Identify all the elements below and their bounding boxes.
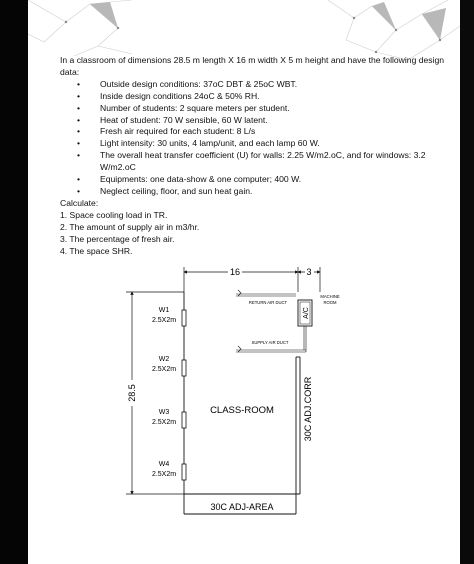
machine-room-label: MACHINE: [320, 294, 340, 299]
problem-statement: [60, 55, 450, 257]
list-item: 1. Space cooling load in TR.: [60, 209, 168, 220]
list-item: • Inside design conditions 24oC & 50% RH.: [90, 91, 450, 103]
room-walls: [184, 292, 300, 514]
window-size-label: 2.5X2m: [151, 471, 177, 478]
window-size-label: 2.5X2m: [151, 366, 177, 373]
window-label: W1: [158, 307, 170, 314]
window-label: W2: [158, 356, 170, 363]
list-item: 4. The space SHR.: [60, 245, 133, 256]
list-item: • Fresh air required for each student: 8 L/s: [90, 126, 450, 138]
width-dimension: [184, 267, 320, 292]
window-size-label: 2.5X2m: [151, 317, 177, 324]
length-dimension-label: 28.5: [127, 384, 137, 402]
list-item: • Light intensity: 30 units, 4 lamp/unit, and each lamp 60 W.: [90, 138, 450, 150]
left-dark-border: [0, 0, 28, 564]
list-item: 2. The amount of supply air in m3/hr.: [60, 221, 200, 232]
list-item: 3. The percentage of fresh air.: [60, 233, 175, 244]
list-item: • Outside design conditions: 37oC DBT & 25oC WBT.: [90, 79, 450, 91]
right-dark-border: [460, 0, 474, 564]
return-duct-label: RETURN AIR DUCT: [248, 300, 288, 305]
supply-duct-label: SUPPLY AIR DUCT: [251, 340, 289, 345]
list-item: • Number of students: 2 square meters per student.: [90, 103, 450, 115]
calculate-label: Calculate:: [60, 197, 99, 208]
window-size-label: 2.5X2m: [151, 419, 177, 426]
list-item: • Equipments: one data-show & one computer; 400 W.: [90, 174, 450, 186]
list-item: • Heat of student: 70 W sensible, 60 W latent.: [90, 115, 450, 127]
window-label: W4: [158, 461, 170, 468]
classroom-floor-plan: [120, 262, 350, 522]
list-item: • Neglect ceiling, floor, and sun heat gain.: [90, 186, 450, 198]
tasks-list: [60, 210, 450, 258]
machine-dimension-label: 3: [306, 267, 312, 277]
corridor-label: 30C ADJ.CORR: [303, 376, 313, 442]
adjacent-area-label: 30C ADJ-AREA: [210, 502, 274, 512]
intro-text: In a classroom of dimensions 28.5 m length X 16 m width X 5 m height and have the following design data:: [60, 55, 445, 77]
design-conditions-list: [60, 79, 450, 198]
width-dimension-label: 16: [229, 267, 241, 277]
ac-unit-label: A/C: [303, 307, 310, 319]
machine-room-label: ROOM: [323, 300, 337, 305]
room-label: CLASS-ROOM: [210, 405, 274, 416]
list-item: • The overall heat transfer coefficient (U) for walls: 2.25 W/m2.oC, and for windows: 3.2 W/m2.oC: [90, 150, 450, 174]
window-label: W3: [158, 409, 170, 416]
